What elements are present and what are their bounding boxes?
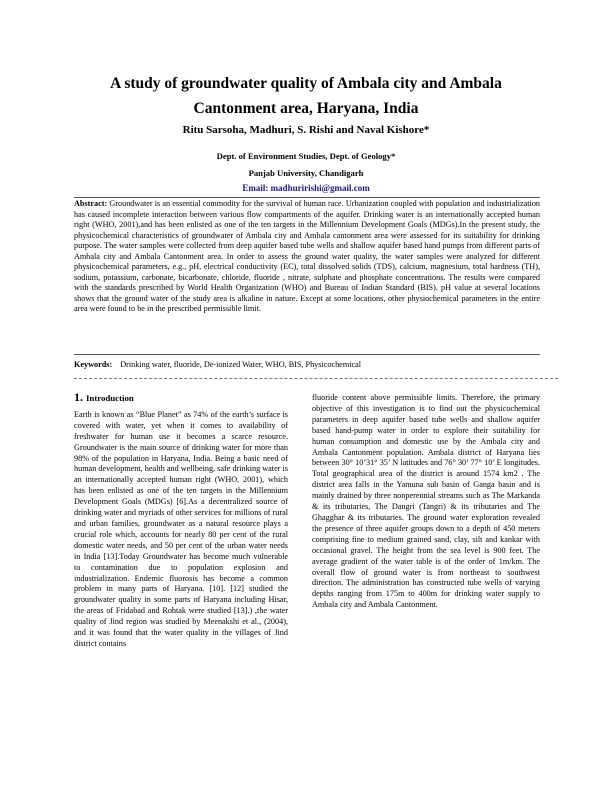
abstract-bottom-rule	[74, 354, 540, 355]
section-title: Introduction	[86, 393, 134, 403]
affiliation-block	[60, 148, 552, 182]
abstract	[74, 199, 540, 315]
intro-paragraph-right: fluoride content above permissible limits. Therefore, the primary objective of this investigation is to find out the physicochemical parameters in deep aquifer based tube wells and shallow aquifer based hand-pump water in order to explore their suitability for human consumption and domestic use by the Ambala city and Ambala Cantonment population. Ambala district of Haryana lies between 30° 10’31° 35’ N latitudes and 76° 30’ 77° 10’ E longitudes. Total geographical area of the district is around 1574 km2 . The district area falls in the Yamuna sub basin of Ganga basin and is mainly drained by three nonperennial streams such as The Markanda & its tributaries, The Dangri (Tangri) & its tributaries and The Ghagghar & its tributaries. The ground water exploration revealed the presence of three aquifer groups down to a depth of 450 meters comprising fine to medium grained sand, clay, silt and kankar with occasional gravel. The height from the sea level is 900 feet. The average gradient of the water table is of the order of 1m/km. The overall flow of ground water is from northeast to southwest direction. The administration has constructed tube wells of varying depths ranging from 175m to 400m for drinking water supply to Ambala city and Ambala Cantonment.	[312, 393, 540, 610]
title-line-1: A study of groundwater quality of Ambala city and Ambala	[110, 75, 502, 92]
contact-email	[60, 183, 552, 193]
section-divider	[74, 378, 558, 379]
email-label: Email:	[242, 183, 269, 193]
intro-paragraph-left: Earth is known as “Blue Planet” as 74% of the earth’s surface is covered with water, yet when it comes to availability of freshwater for human use it becomes a scarce resource. Groundwater is the main source of drinking water for more than 98% of the population in Haryana, India. Being a basic need of human development, health and wellbeing, safe drinking water is an internationally accepted human right (WHO, 2001), which has been enlisted as one of the ten targets in the Millennium Development Goals (MDGs) [6].As a decentralized source of drinking water and myriads of other services for millions of rural and urban families, groundwater as a natural resource plays a crucial role which, accounts for nearly 80 per cent of the rural domestic water needs, and 50 per cent of the urban water needs in India [13].Today Groundwater has become much vulnerable to contamination due to population explosion and industrialization. Endemic fluorosis has become a common problem in many parts of Haryana. [10]. [12] studied the groundwater quality in some parts of Haryana including Hisar, the areas of Fridabad and Rohtak were studied [13].) ,the water quality of Jind region was studied by Meenakshi et al., (2004), and it was found that the water quality in the villages of Jind district contains	[74, 409, 288, 648]
abstract-text: Groundwater is an essential commodity for the survival of human race. Urbanization coupled with population and industrialization has caused incomplete interaction between various flow compartments of the aquifer. Drinking water is an internationally accepted human right (WHO, 2001),and has been enlisted as one of the ten targets in the Millennium Development Goals (MDGs).In the present study, the physicochemical characteristics of groundwater of Ambala city and Ambala cantonment area were assessed for its suitability for drinking purpose. The water samples were collected from deep aquifer based tube wells and shallow aquifer based hand pumps from different parts of Ambala city and Ambala Cantonment area. In order to assess the ground water quality, the water samples were analyzed for different physicochemical parameters, e.g., pH, electrical conductivity (EC), total dissolved solids (TDS), calcium, magnesium, total hardness (TH), sodium, potassium, carbonate, bicarbonate, chloride, fluoride , nitrate, sulphate and phosphate concentrations. The results were compared with the standards prescribed by World Health Organization (WHO) and Bureau of Indian Standard (BIS). pH value at several locations shows that the ground water of the study area is alkaline in nature. Except at some locations, other physiochemical parameters in the entire area were found to be in the prescribed permissible limit.	[74, 199, 541, 313]
right-column	[312, 393, 540, 611]
keywords-label: Keywords:	[74, 360, 113, 369]
author-list: Ritu Sarsoha, Madhuri, S. Rishi and Naval Kishore*	[182, 124, 430, 136]
keywords-text: Drinking water, fluoride, De-ionized Water, WHO, BIS, Physicochemical	[120, 360, 362, 369]
section-number: 1.	[74, 390, 83, 404]
section-heading-introduction	[74, 392, 288, 404]
university: Panjab University, Chandigarh	[248, 168, 364, 178]
left-column	[74, 392, 288, 650]
paper-title	[70, 71, 542, 121]
email-address[interactable]: madhuririshi@gmail.com	[270, 183, 370, 193]
abstract-label: Abstract:	[74, 199, 108, 208]
abstract-top-rule	[74, 197, 540, 198]
department: Dept. of Environment Studies, Dept. of Geology*	[216, 151, 396, 161]
title-line-2: Cantonment area, Haryana, India	[193, 100, 419, 117]
keywords	[74, 360, 540, 369]
